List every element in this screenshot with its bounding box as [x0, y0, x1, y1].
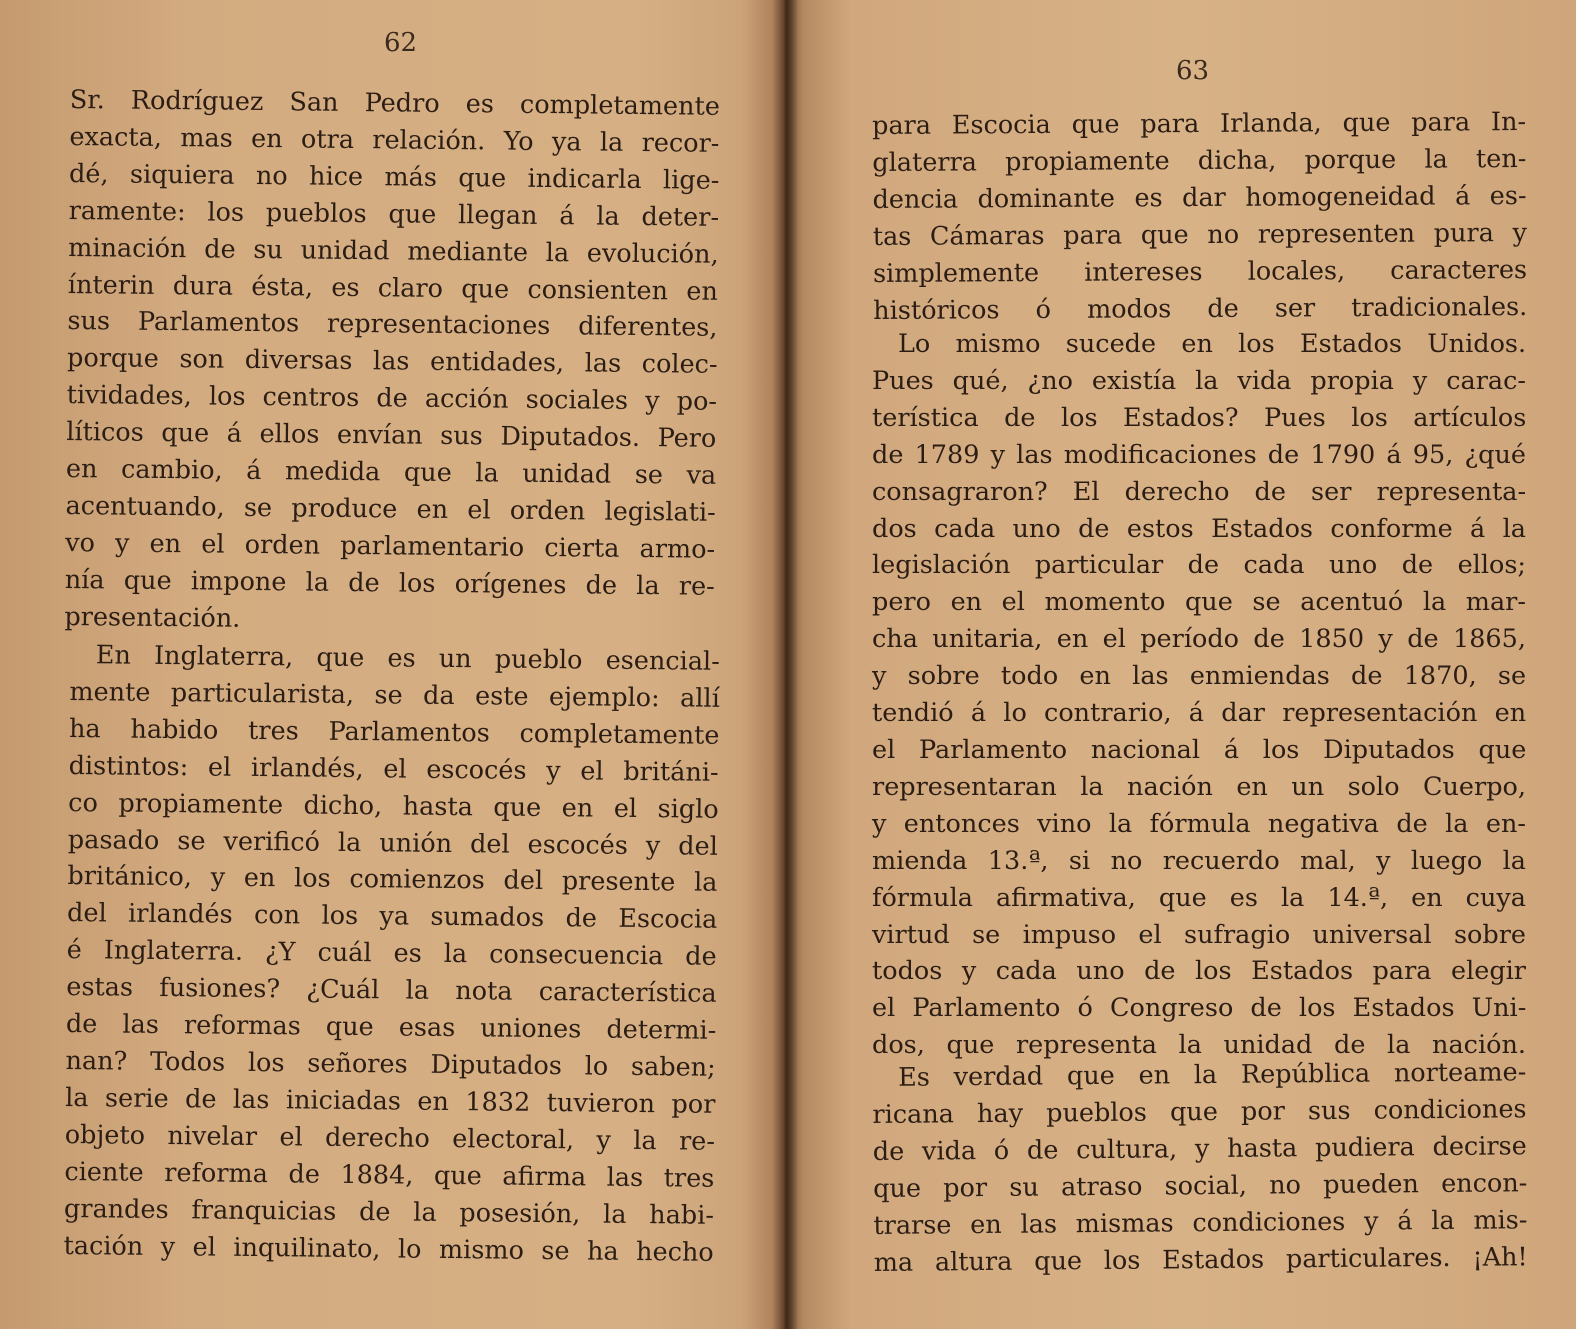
text-line: objeto nivelar el derecho electoral, y la re-: [64, 1119, 716, 1157]
text-line: é Inglaterra. ¿Y cuál es la consecuencia de: [66, 935, 717, 973]
text-line: porque son diversas las entidades, las colec-: [66, 343, 718, 381]
text-line: ma altura que los Estados particulares. ¡Ah!: [873, 1241, 1528, 1278]
text-line: dencia dominante es dar homogeneidad á es-: [872, 180, 1527, 215]
text-line: para Escocia que para Irlanda, que para In-: [872, 107, 1527, 141]
text-line: pero en el momento que se acentuó la mar-: [872, 587, 1526, 618]
text-line: ciente reforma de 1884, que afirma las tres: [64, 1156, 715, 1194]
text-line: la serie de las iniciadas en 1832 tuvieron por: [65, 1082, 716, 1120]
text-line: ha habido tres Parlamentos completamente: [68, 713, 720, 751]
text-line: pasado se verificó la unión del escocés y del: [67, 824, 719, 862]
text-line: acentuando, se produce en el orden legislati-: [65, 490, 716, 528]
text-line: En Inglaterra, que es un pueblo esencial-: [95, 640, 720, 677]
text-line: mienda 13.ª, si no recuerdo mal, y luego la: [872, 845, 1526, 876]
text-line: líticos que á ellos envían sus Diputados. Pero: [66, 417, 717, 454]
text-line: minación de su unidad mediante la evolución,: [68, 232, 719, 270]
text-line: Lo mismo sucede en los Estados Unidos.: [898, 329, 1527, 359]
text-line: dos, que representa la unidad de la nación.: [872, 1030, 1526, 1061]
paragraph: [872, 104, 1527, 329]
text-line: de las reformas que esas uniones determi-: [65, 1009, 717, 1046]
text-line: tendió á lo contrario, á dar representación en: [872, 698, 1527, 729]
left-page: [0, 0, 786, 1329]
text-line: tividades, los centros de acción sociales y po-: [66, 380, 718, 418]
text-line: Es verdad que en la República norteame-: [898, 1057, 1527, 1093]
text-line: del irlandés con los ya sumados de Escocia: [66, 898, 718, 936]
text-line: simplemente intereses locales, caracteres: [872, 254, 1528, 289]
text-line: todos y cada uno de los Estados para elegir: [872, 956, 1526, 987]
text-line: mente particularista, se da este ejemplo: allí: [69, 676, 720, 714]
text-line: ínterin dura ésta, es claro que consienten en: [67, 269, 719, 307]
text-line: presentación.: [64, 601, 241, 634]
text-line: el Parlamento nacional á los Diputados que: [872, 734, 1527, 765]
text-line: tas Cámaras para que no representen pura y: [872, 217, 1528, 252]
text-line: dos cada uno de estos Estados conforme á la: [872, 513, 1526, 544]
text-line: nía que impone la de los orígenes de la re-: [64, 564, 715, 602]
text-line: ricana hay pueblos que por sus condiciones: [872, 1094, 1527, 1130]
text-line: británico, y en los comienzos del presente la: [67, 861, 718, 899]
text-line: fórmula afirmativa, que es la 14.ª, en cuya: [872, 882, 1526, 913]
right-page: [786, 0, 1576, 1329]
text-line: en cambio, á medida que la unidad se va: [65, 454, 717, 491]
text-line: glaterra propiamente dicha, porque la ten-: [872, 143, 1527, 178]
paragraph: [872, 326, 1526, 1064]
text-line: Pues qué, ¿no existía la vida propia y carac-: [872, 365, 1526, 396]
text-line: co propiamente dicho, hasta que en el siglo: [68, 787, 719, 825]
text-line: tación y el inquilinato, lo mismo se ha hecho: [63, 1230, 714, 1268]
text-line: dé, siquiera no hice más que indicarla lige-: [68, 158, 720, 196]
paragraph: [63, 637, 720, 1271]
page-number: 62: [384, 28, 418, 58]
text-line: exacta, mas en otra relación. Yo ya la recor-: [69, 121, 720, 159]
page-number: 63: [1176, 56, 1210, 86]
paragraph: [872, 1054, 1528, 1281]
text-line: que por su atraso social, no pueden encon-: [872, 1168, 1528, 1204]
text-line: históricos ó modos de ser tradicionales.: [873, 291, 1528, 326]
text-line: Sr. Rodríguez San Pedro es completamente: [69, 84, 721, 122]
text-line: virtud se impuso el sufragio universal sobre: [872, 919, 1526, 950]
text-line: estas fusiones? ¿Cuál la nota característica: [66, 972, 717, 1009]
text-line: terística de los Estados? Pues los artículos: [872, 402, 1527, 433]
text-line: legislación particular de cada uno de ellos;: [872, 550, 1526, 581]
text-line: de vida ó de cultura, y hasta pudiera decirse: [872, 1131, 1527, 1167]
text-line: trarse en las mismas condiciones y á la mis-: [873, 1204, 1528, 1241]
text-line: de 1789 y las modificaciones de 1790 á 95, ¿qué: [872, 439, 1526, 470]
text-line: grandes franquicias de la posesión, la habi-: [63, 1193, 715, 1231]
text-line: sus Parlamentos representaciones diferentes,: [67, 306, 718, 344]
text-line: y sobre todo en las enmiendas de 1870, se: [872, 661, 1527, 692]
text-line: consagraron? El derecho de ser representa-: [872, 476, 1527, 507]
text-line: y entonces vino la fórmula negativa de la en-: [872, 808, 1526, 839]
text-line: vo y en el orden parlamentario cierta armo-: [65, 527, 716, 565]
text-line: representaran la nación en un solo Cuerpo,: [872, 771, 1526, 802]
text-line: nan? Todos los señores Diputados lo saben;: [65, 1045, 716, 1083]
text-line: distintos: el irlandés, el escocés y el británi-: [68, 750, 719, 788]
text-line: cha unitaria, en el período de 1850 y de 1865,: [872, 624, 1526, 655]
paragraph: [64, 82, 720, 642]
text-line: el Parlamento ó Congreso de los Estados Uni-: [872, 993, 1527, 1024]
text-line: ramente: los pueblos que llegan á la deter-: [68, 195, 720, 233]
